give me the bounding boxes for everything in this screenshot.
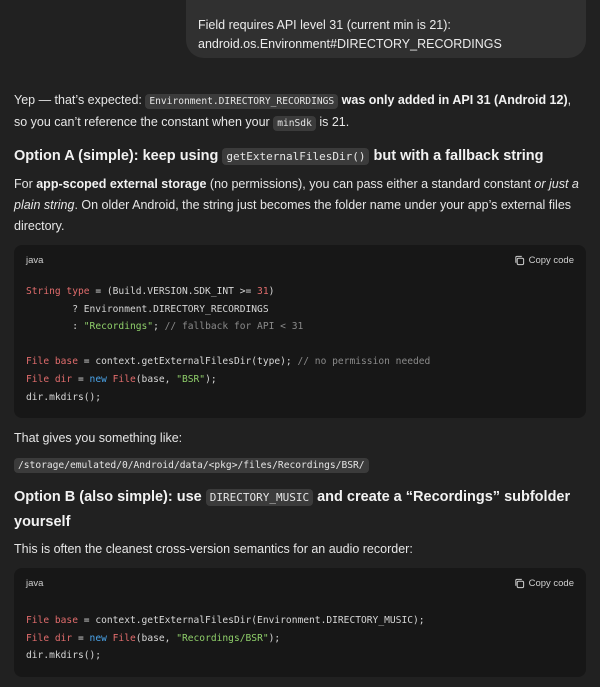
code-token: File dir [26,632,78,644]
code-token: = context.getExternalFilesDir(Environment.DIRECTORY_MUSIC); [83,615,425,627]
code-token: ) [268,286,275,297]
user-message-line: android.os.Environment#DIRECTORY_RECORDINGS [198,37,502,51]
intro-text: Yep — that’s expected: [14,93,146,107]
code-token: = context.getExternalFilesDir(type); [83,356,298,368]
code-language-label: java [26,254,44,266]
code-token: (base, [135,632,177,644]
code-token: File [112,632,136,644]
code-line [26,389,574,407]
code-block-header [14,245,586,275]
inline-code: getExternalFilesDir() [222,148,369,165]
code-token: dir.mkdirs(); [26,650,102,662]
intro-text: is 21. [315,115,350,129]
desc-text: . On older Android, the string just becomes the folder name under your app’s external files directory. [14,198,572,233]
code-line [26,371,574,389]
desc-italic: or just a plain string [14,177,579,212]
option-a-heading [14,144,586,169]
code-line [26,283,574,301]
heading-text: Option A (simple): keep using [14,148,223,164]
code-token: ); [205,373,217,385]
assistant-message [14,90,586,687]
code-line [26,301,574,319]
code-token: ? Environment.DIRECTORY_RECORDINGS [26,303,269,315]
code-line [26,318,574,336]
desc-text: (no permissions), you can pass either a standard constant [206,177,535,191]
copy-code-button[interactable] [514,578,574,589]
code-token: new [89,632,113,644]
code-token: ); [268,632,281,644]
code-line [26,647,574,665]
code-token: String type [26,286,96,297]
option-b-description: This is often the cleanest cross-version semantics for an audio recorder: [14,542,413,557]
intro-bold: was only added in API 31 (Android 12) [338,93,568,107]
intro-paragraph [14,90,586,134]
code-block-b [14,568,586,677]
option-b-heading [14,485,586,534]
code-line [26,353,574,371]
copy-code-label: Copy code [528,577,574,589]
code-token: "Recordings" [83,321,154,333]
code-token: = [77,632,90,644]
user-message-bubble [186,0,586,58]
inline-code: DIRECTORY_MUSIC [206,489,313,506]
code-content [14,598,586,677]
code-token: 31 [257,286,269,297]
code-line [26,612,574,630]
code-line [26,336,574,354]
code-token: "Recordings/BSR" [176,632,269,644]
heading-text: Option B (also simple): use [14,489,206,506]
heading-text: but with a fallback string [369,148,544,164]
code-token: "BSR" [176,373,206,385]
code-token: = (Build.VERSION.SDK_INT >= [95,286,258,297]
code-token: File dir [26,373,78,385]
result-text: That gives you something like: [14,431,183,446]
user-message-line: Field requires API level 31 (current min is 21): [198,18,451,32]
code-token: new [89,373,113,385]
code-token: : [26,321,84,333]
code-token: ; [153,321,165,333]
intro-text: , so you can’t reference the constant when your [14,93,572,129]
inline-code: minSdk [273,116,316,131]
copy-code-button[interactable] [514,255,574,266]
copy-code-label: Copy code [528,254,574,266]
inline-code: /storage/emulated/0/Android/data/<pkg>/files/Recordings/BSR/ [14,458,369,473]
option-a-description [14,174,586,237]
copy-icon [514,578,525,589]
code-token: File [112,373,136,385]
code-token: File base [26,615,84,627]
code-token: (base, [135,373,177,385]
copy-icon [514,255,525,266]
code-token: File base [26,356,84,368]
code-token: = [77,373,90,385]
inline-code: Environment.DIRECTORY_RECORDINGS [145,94,338,109]
code-line [26,630,574,648]
heading-text: and create a “Recordings” subfolder yourself [14,489,571,531]
desc-bold: app-scoped external storage [36,177,207,191]
code-language-label: java [26,577,44,589]
desc-text: For [14,177,37,191]
code-content [14,275,586,418]
code-token: // no permission needed [297,356,431,368]
code-block-a [14,245,586,418]
code-block-header [14,568,586,598]
code-token: dir.mkdirs(); [26,391,102,403]
result-path-line [14,455,586,475]
code-token: // fallback for API < 31 [164,321,304,333]
